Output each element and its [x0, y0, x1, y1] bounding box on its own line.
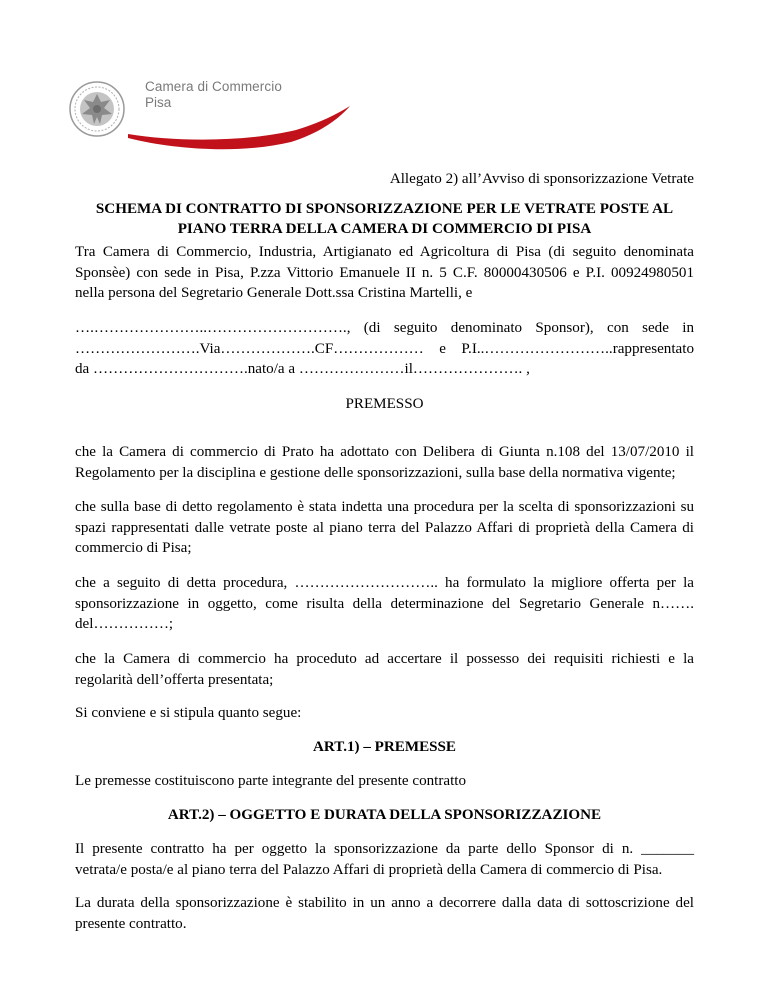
- text-line: Tra Camera di Commercio, Industria, Artigianato ed Agricoltura di Pisa (di seguito denominata: [75, 244, 694, 260]
- text-line: ….…………………..………………………., (di seguito denominato Sponsor), con sede in: [75, 320, 694, 336]
- text-line: commercio di Pisa;: [75, 540, 192, 556]
- text-line: La durata della sponsorizzazione è stabilito in un anno a decorrere dalla data di sottoscrizione del: [75, 895, 694, 911]
- parties-paragraph: [75, 242, 694, 304]
- logo-text-line2: Pisa: [145, 95, 172, 110]
- text-line: che la Camera di commercio ha proceduto ad accertare il possesso dei requisiti richiesti e la: [75, 651, 694, 667]
- premesso-paragraph-1: [75, 442, 694, 483]
- attachment-reference: Allegato 2) all’Avviso di sponsorizzazione Vetrate: [389, 171, 694, 187]
- art2-heading: ART.2) – OGGETTO E DURATA DELLA SPONSORIZZAZIONE: [167, 807, 602, 823]
- text-line: Il presente contratto ha per oggetto la sponsorizzazione da parte dello Sponsor di n. _______: [75, 841, 694, 857]
- art2-paragraph-1: [75, 839, 694, 880]
- premesso-heading: PREMESSO: [345, 396, 424, 412]
- premesso-paragraph-3: [75, 573, 694, 635]
- text-line: che la Camera di commercio di Prato ha adottato con Delibera di Giunta n.108 del 13/07/2010 il: [75, 444, 694, 460]
- art1-heading: ART.1) – PREMESSE: [312, 739, 456, 755]
- text-line: …………………….Via……………….CF……………… e P.I..……………………..rappresentato: [75, 340, 694, 357]
- text-line: vetrata/e posta/e al piano terra del Palazzo Affari di proprietà della Camera di commercio di Pisa.: [75, 861, 663, 878]
- text-line: regolarità dell’offerta presentata;: [75, 671, 274, 688]
- text-line: sponsorizzazione in oggetto, come risulta della determinazione del Segretario Generale n…….: [75, 595, 694, 612]
- chamber-logo: [66, 78, 366, 168]
- title-line: PIANO TERRA DELLA CAMERA DI COMMERCIO DI PISA: [177, 221, 592, 237]
- text-line: presente contratto.: [75, 915, 187, 932]
- art1-text: Le premesse costituiscono parte integrante del presente contratto: [75, 773, 467, 789]
- logo-text-line1: Camera di Commercio: [145, 79, 282, 94]
- text-line: Sponsèe) con sede in Pisa, P.zza Vittorio Emanuele II n. 5 C.F. 80000430506 e P.I. 00924980501: [75, 264, 694, 281]
- stipula-line: Si conviene e si stipula quanto segue:: [75, 705, 302, 721]
- document-title: [75, 199, 694, 239]
- text-line: del……………;: [75, 616, 174, 632]
- premesso-paragraph-4: [75, 649, 694, 690]
- title-line: SCHEMA DI CONTRATTO DI SPONSORIZZAZIONE PER LE VETRATE POSTE AL: [95, 201, 674, 217]
- art2-paragraph-2: [75, 893, 694, 934]
- text-line: che a seguito di detta procedura, ……………………….. ha formulato la migliore offerta per la: [75, 575, 694, 591]
- text-line: Regolamento per la disciplina e gestione delle sponsorizzazioni, sulla base della normativa vigente;: [75, 464, 676, 481]
- sponsor-paragraph: [75, 318, 694, 380]
- text-line: nella persona del Segretario Generale Dott.ssa Cristina Martelli, e: [75, 285, 473, 301]
- premesso-paragraph-2: [75, 497, 694, 559]
- text-line: spazi rappresentati dalle vetrate poste al piano terra del Palazzo Affari di proprietà della Camera di: [75, 519, 694, 536]
- text-line: da ………………………….nato/a a …………………il…………………. ,: [75, 361, 530, 377]
- text-line: che sulla base di detto regolamento è stata indetta una procedura per la scelta di sponsorizzazioni su: [75, 499, 694, 515]
